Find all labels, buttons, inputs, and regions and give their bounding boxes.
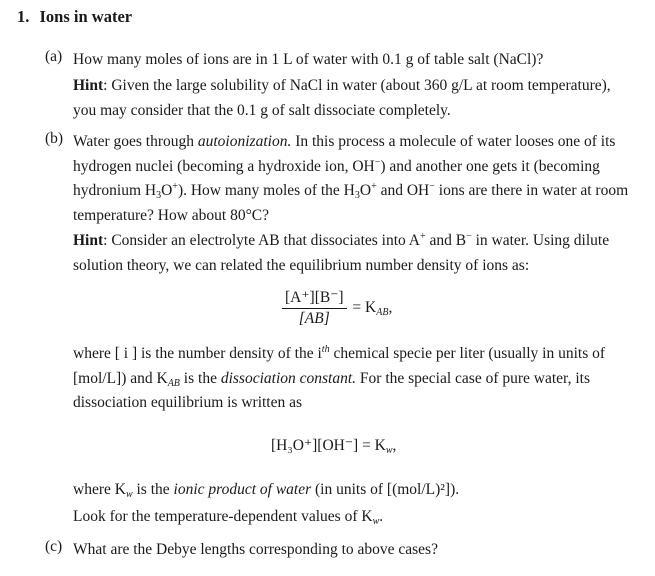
ionic-product-explanation xyxy=(73,478,635,503)
explanation-sub: AB xyxy=(167,377,180,389)
part-b-label: (b) xyxy=(45,130,64,147)
part-b-q4: ). How many moles of the H xyxy=(177,182,355,199)
part-b-hint2: and B xyxy=(425,232,467,249)
part-a-question xyxy=(73,48,635,73)
section-title: Ions in water xyxy=(39,7,133,26)
part-a-hint-label: Hint xyxy=(73,77,104,94)
number-density-explanation xyxy=(73,342,635,416)
kw-explanation-sub: w xyxy=(125,489,133,500)
explanation-3: is the xyxy=(179,369,221,387)
part-b-q3: ) and another one gets it (becoming hydronium H xyxy=(73,157,600,199)
section-heading xyxy=(17,7,132,27)
ionic-product-term: ionic product of water xyxy=(173,481,312,498)
part-b-hint-label: Hint xyxy=(73,232,104,249)
part-b-q6: ions are there in water at room temperature? How about 80°C? xyxy=(73,182,629,224)
explanation-2: chemical specie per liter (usually in units of [mol/L]) and K xyxy=(73,345,606,387)
part-c-question-text: What are the Debye lengths corresponding to above cases? xyxy=(73,541,438,558)
look-sub: w xyxy=(372,516,380,527)
equation-rhs: = $K_{AB}$, xyxy=(352,299,393,318)
part-b-q2: In this process a molecule of water looses one of its hydrogen nuclei (becoming a hydroxide ion, OH xyxy=(73,133,616,175)
equation-numerator: [A⁺][B⁻] xyxy=(282,288,347,309)
part-b-hint: Hint: Consider an electrolyte AB that dissociates into A+ and B− in water. Using dilute solution theory, we can related the equilibrium number density of ions as: xyxy=(73,231,610,274)
equation-rhs-text: = K xyxy=(352,299,377,316)
look-text: Look for the temperature-dependent values of K xyxy=(73,508,373,525)
equation-denominator: [AB] xyxy=(298,310,330,327)
dissociation-constant-term: dissociation constant. xyxy=(220,369,357,387)
look-end: . xyxy=(379,508,384,525)
water-equation-sub: w xyxy=(385,445,393,456)
water-equilibrium-equation: $[H_3O^+][OH^-] = K_w$, xyxy=(271,437,397,456)
part-a-hint-text: : Given the large solubility of NaCl in water (about 360 g/L at room temperature), you may consider that the 0.1 g of salt dissociate completely. xyxy=(73,77,611,119)
part-b-question: Water goes through autoionization. In this process a molecule of water looses one of its hydrogen nuclei (becoming a hydroxide ion, OH−) and another one gets it (becoming hydronium $H_3O^+$). How many moles of the $H_3O^+$ and OH− ions are there in water at room temperature? How about 80°C? xyxy=(73,133,629,224)
kw-explanation-1: where K xyxy=(73,481,126,498)
part-c-label: (c) xyxy=(45,538,63,555)
part-b-q1: Water goes through xyxy=(73,133,198,150)
part-a-hint xyxy=(73,74,635,123)
equation-fraction xyxy=(282,288,347,328)
look-up-instruction xyxy=(73,505,635,530)
kw-explanation-3: (in units of [(mol/L)²]). xyxy=(311,481,460,498)
explanation-1: where [ i ] is the number density of the i xyxy=(73,345,322,362)
part-a-question-text: How many moles of ions are in 1 L of water with 0.1 g of table salt (NaCl)? xyxy=(73,51,544,68)
equation-rhs-sub: AB xyxy=(376,307,389,318)
part-b-hint3: in water. Using dilute solution theory, we can related the equilibrium number density of ions as: xyxy=(73,232,610,274)
explanation-4: For the special case of pure water, its dissociation equilibrium is written as xyxy=(73,369,590,411)
explanation-sup: th xyxy=(321,344,330,355)
dissociation-equation xyxy=(282,288,392,328)
section-number: 1. xyxy=(17,7,30,26)
autoionization-term: autoionization. xyxy=(197,133,292,150)
water-equation-text: [H₃O⁺][OH⁻] = K xyxy=(271,437,386,454)
part-c-question xyxy=(73,538,635,563)
part-a-label: (a) xyxy=(45,48,63,65)
kw-explanation-2: is the xyxy=(132,481,174,498)
part-b-q5: and OH xyxy=(376,182,430,199)
part-b-hint1: : Consider an electrolyte AB that dissociates into A xyxy=(103,232,420,249)
